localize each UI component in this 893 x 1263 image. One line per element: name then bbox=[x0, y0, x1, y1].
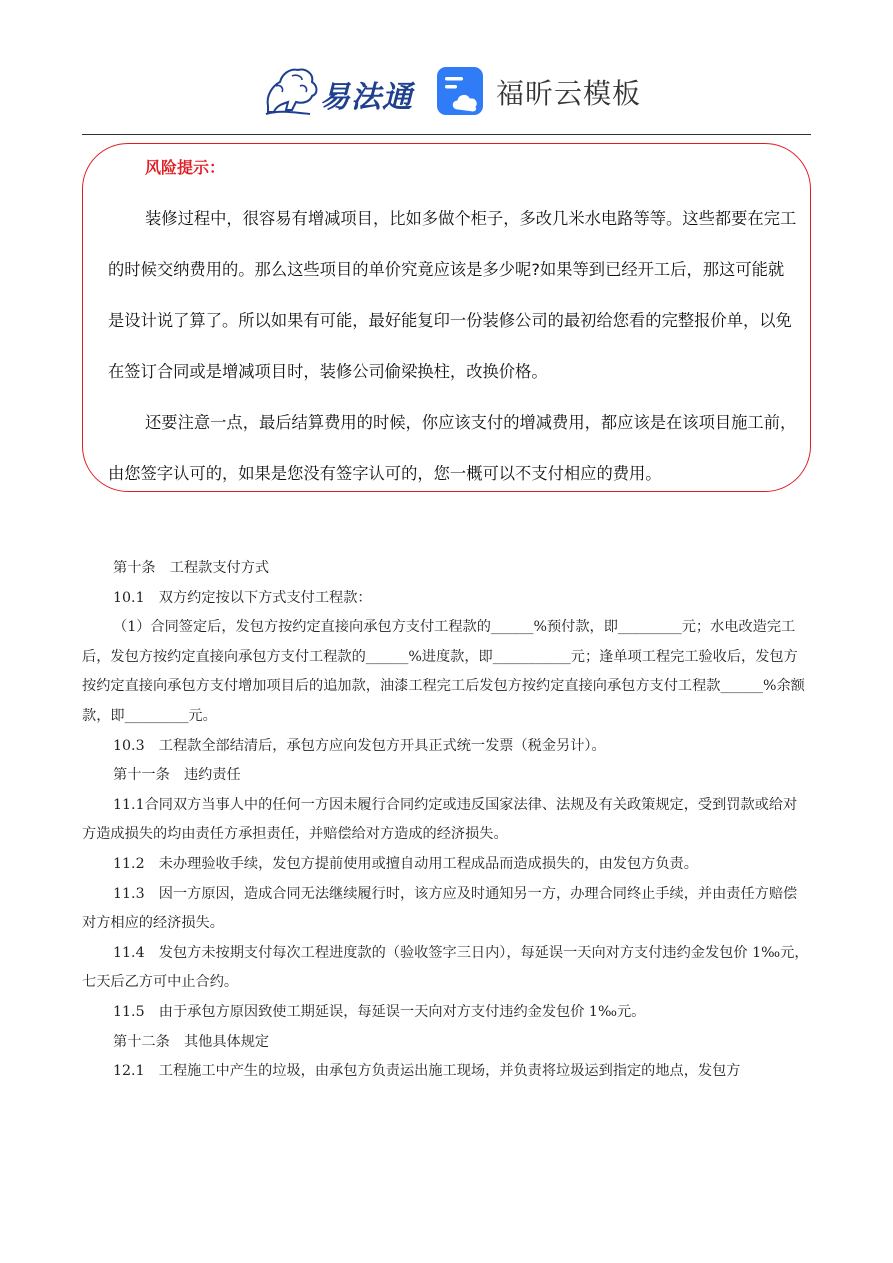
clause-11-3: 11.3 因一方原因，造成合同无法继续履行时，该方应及时通知另一方，办理合同终止手续，并由责任方赔偿对方相应的经济损失。 bbox=[82, 885, 798, 932]
contract-body bbox=[82, 554, 810, 1087]
article-12-heading: 第十二条 其他具体规定 bbox=[113, 1033, 270, 1050]
article-11-heading: 第十一条 违约责任 bbox=[113, 767, 241, 784]
fuxin-logo-text: 福昕云模板 bbox=[496, 77, 642, 110]
clause-12-1: 12.1 工程施工中产生的垃圾，由承包方负责运出施工现场，并负责将垃圾运到指定的地点，发包方 bbox=[113, 1063, 741, 1080]
cloud-document-icon bbox=[436, 66, 486, 118]
header-divider bbox=[82, 134, 811, 135]
page-header bbox=[0, 0, 893, 136]
article-10-heading: 第十条 工程款支付方式 bbox=[113, 560, 270, 576]
risk-notice-title: 风险提示： bbox=[145, 158, 226, 177]
clause-10-1-item-1: （1）合同签定后，发包方按约定直接向承包方支付工程款的______%预付款，即_________元；水电改造完工后，发包方按约定直接向承包方支付工程款的______%进度款，即___________元；逢单项工程完工验收后，发包方按约定直接向承包方支付增加项目后的追加款，油漆工程完工后发包方按约定直接向承包方支付工程款______%余额款，即_________元。 bbox=[82, 619, 805, 724]
risk-paragraph-2: 还要注意一点，最后结算费用的时候，你应该支付的增减费用，都应该是在该项目施工前，由您签字认可的，如果是您没有签字认可的，您一概可以不支付相应的费用。 bbox=[108, 413, 797, 483]
clause-11-2: 11.2 未办理验收手续，发包方提前使用或擅自动用工程成品而造成损失的，由发包方负责。 bbox=[113, 855, 698, 872]
clause-11-4: 11.4 发包方未按期支付每次工程进度款的（验收签字三日内），每延误一天向对方支付违约金发包价 1‰元，七天后乙方可中止合约。 bbox=[82, 944, 809, 991]
lion-icon bbox=[262, 62, 322, 118]
yifatong-logo-text: 易法通 bbox=[320, 80, 413, 115]
clause-11-1: 11.1合同双方当事人中的任何一方因未履行合同约定或违反国家法律、法规及有关政策规定，受到罚款或给对方造成损失的均由责任方承担责任，并赔偿给对方造成的经济损失。 bbox=[82, 796, 798, 843]
clause-10-1: 10.1 双方约定按以下方式支付工程款： bbox=[113, 589, 372, 606]
risk-paragraph-1: 装修过程中，很容易有增减项目，比如多做个柜子，多改几米水电路等等。这些都要在完工的时候交纳费用的。那么这些项目的单价究竟应该是多少呢?如果等到已经开工后，那这可能就是设计说了算了。所以如果有可能，最好能复印一份装修公司的最初给您看的完整报价单，以免在签订合同或是增减项目时，装修公司偷梁换柱，改换价格。 bbox=[108, 209, 797, 381]
yifatong-logo bbox=[262, 62, 422, 118]
clause-11-5: 11.5 由于承包方原因致使工期延误，每延误一天向对方支付违约金发包价 1‰元。 bbox=[113, 1003, 646, 1020]
clause-10-3: 10.3 工程款全部结清后，承包方应向发包方开具正式统一发票（税金另计）。 bbox=[113, 737, 606, 754]
